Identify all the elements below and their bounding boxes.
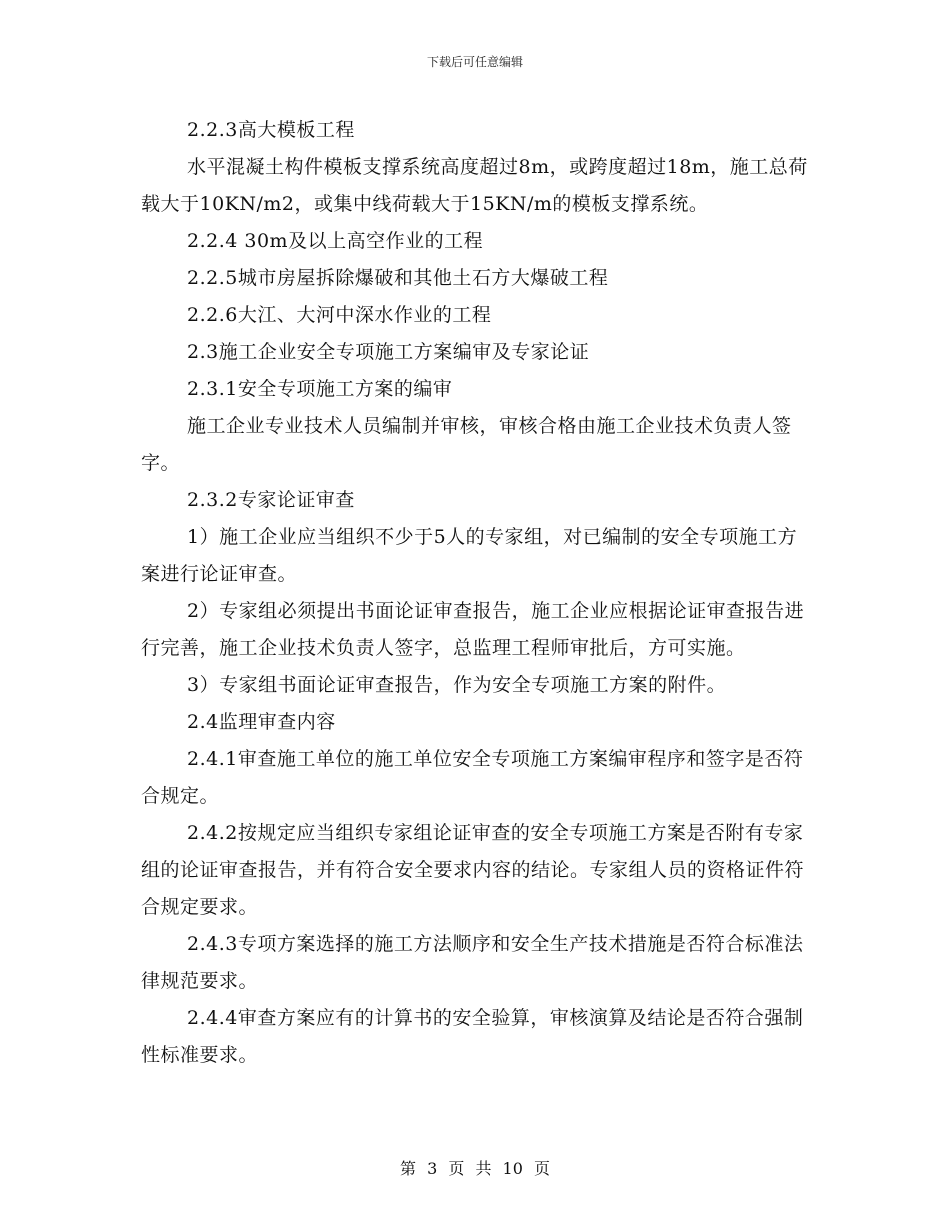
list-item: 3）专家组书面论证审查报告，作为安全专项施工方案的附件。: [187, 674, 727, 696]
paragraph-2-4-1: 2.4.1审查施工单位的施工单位安全专项施工方案编审程序和签字是否符合规定。: [141, 748, 804, 807]
document-body: [141, 112, 811, 1074]
heading-2-2-4: 2.2.4 30m及以上高空作业的工程: [187, 230, 484, 252]
list-item: 1）施工企业应当组织不少于5人的专家组，对已编制的安全专项施工方案进行论证审查。: [141, 526, 798, 585]
paragraph-2-4-3: 2.4.3专项方案选择的施工方法顺序和安全生产技术措施是否符合标准法律规范要求。: [141, 933, 804, 992]
page-header: 下载后可任意编辑: [426, 55, 523, 69]
heading-2-4: 2.4监理审查内容: [187, 711, 336, 733]
page-number-footer: 第 3 页 共 10 页: [400, 1159, 550, 1178]
list-item: 2）专家组必须提出书面论证审查报告，施工企业应根据论证审查报告进行完善，施工企业技术负责人签字，总监理工程师审批后，方可实施。: [141, 600, 805, 659]
heading-2-3-2: 2.3.2专家论证审查: [187, 489, 355, 511]
heading-2-3-1: 2.3.1安全专项施工方案的编审: [187, 378, 453, 400]
paragraph-2-4-4: 2.4.4审查方案应有的计算书的安全验算，审核演算及结论是否符合强制性标准要求。: [141, 1007, 804, 1066]
heading-2-2-6: 2.2.6大江、大河中深水作业的工程: [187, 304, 492, 326]
heading-2-3: 2.3施工企业安全专项施工方案编审及专家论证: [187, 341, 590, 363]
paragraph-text: 水平混凝土构件模板支撑系统高度超过8m，或跨度超过18m，施工总荷载大于10KN/m2，或集中线荷载大于15KN/m的模板支撑系统。: [141, 156, 808, 215]
heading-2-2-5: 2.2.5城市房屋拆除爆破和其他土石方大爆破工程: [187, 267, 609, 289]
paragraph-text: 施工企业专业技术人员编制并审核，审核合格由施工企业技术负责人签字。: [141, 415, 792, 474]
paragraph-2-4-2: 2.4.2按规定应当组织专家组论证审查的安全专项施工方案是否附有专家组的论证审查报告，并有符合安全要求内容的结论。专家组人员的资格证件符合规定要求。: [141, 822, 805, 918]
heading-2-2-3: 2.2.3高大模板工程: [187, 119, 355, 141]
